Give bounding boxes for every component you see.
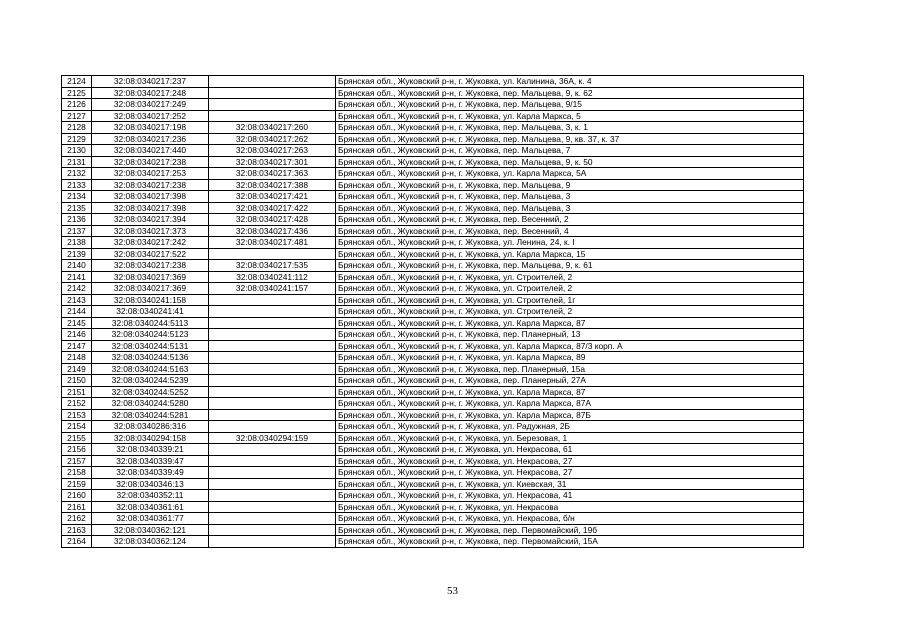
row-number-cell: 2134 bbox=[62, 191, 92, 203]
row-number-cell: 2133 bbox=[62, 179, 92, 191]
row-number-cell: 2144 bbox=[62, 306, 92, 318]
row-number-cell: 2163 bbox=[62, 524, 92, 536]
cadastral-number-cell: 32:08:0340244:5136 bbox=[92, 352, 209, 364]
address-cell: Брянская обл., Жуковский р-н, г. Жуковка, ул. Некрасова, 27 bbox=[336, 455, 804, 467]
related-cadastral-number-cell bbox=[209, 340, 336, 352]
cadastral-number-cell: 32:08:0340217:398 bbox=[92, 202, 209, 214]
address-cell: Брянская обл., Жуковский р-н, г. Жуковка, ул. Ленина, 24, к. I bbox=[336, 237, 804, 249]
row-number-cell: 2140 bbox=[62, 260, 92, 272]
table-row bbox=[62, 191, 804, 203]
cadastral-number-cell: 32:08:0340362:121 bbox=[92, 524, 209, 536]
cadastral-number-cell: 32:08:0340217:252 bbox=[92, 110, 209, 122]
cadastral-number-cell: 32:08:0340217:373 bbox=[92, 225, 209, 237]
row-number-cell: 2160 bbox=[62, 490, 92, 502]
address-cell: Брянская обл., Жуковский р-н, г. Жуковка, пер. Мальцева, 3 bbox=[336, 202, 804, 214]
table-row bbox=[62, 214, 804, 226]
table-row bbox=[62, 536, 804, 548]
table-row bbox=[62, 133, 804, 145]
row-number-cell: 2164 bbox=[62, 536, 92, 548]
address-cell: Брянская обл., Жуковский р-н, г. Жуковка, ул. Карла Маркса, 87А bbox=[336, 398, 804, 410]
address-cell: Брянская обл., Жуковский р-н, г. Жуковка, пер. Мальцева, 7 bbox=[336, 145, 804, 157]
table-row bbox=[62, 467, 804, 479]
related-cadastral-number-cell bbox=[209, 490, 336, 502]
cadastral-number-cell: 32:08:0340339:47 bbox=[92, 455, 209, 467]
cadastral-number-cell: 32:08:0340361:61 bbox=[92, 501, 209, 513]
row-number-cell: 2125 bbox=[62, 87, 92, 99]
address-cell: Брянская обл., Жуковский р-н, г. Жуковка, пер. Мальцева, 9, к. 50 bbox=[336, 156, 804, 168]
related-cadastral-number-cell bbox=[209, 409, 336, 421]
cadastral-number-cell: 32:08:0340217:249 bbox=[92, 99, 209, 111]
related-cadastral-number-cell bbox=[209, 352, 336, 364]
related-cadastral-number-cell: 32:08:0340217:535 bbox=[209, 260, 336, 272]
address-cell: Брянская обл., Жуковский р-н, г. Жуковка, ул. Березовая, 1 bbox=[336, 432, 804, 444]
table-row bbox=[62, 225, 804, 237]
related-cadastral-number-cell bbox=[209, 363, 336, 375]
address-cell: Брянская обл., Жуковский р-н, г. Жуковка, пер. Весенний, 4 bbox=[336, 225, 804, 237]
address-cell: Брянская обл., Жуковский р-н, г. Жуковка, пер. Мальцева, 3, к. 1 bbox=[336, 122, 804, 134]
cadastral-number-cell: 32:08:0340217:253 bbox=[92, 168, 209, 180]
related-cadastral-number-cell bbox=[209, 524, 336, 536]
cadastral-number-cell: 32:08:0340217:398 bbox=[92, 191, 209, 203]
row-number-cell: 2136 bbox=[62, 214, 92, 226]
address-cell: Брянская обл., Жуковский р-н, г. Жуковка, пер. Первомайский, 19б bbox=[336, 524, 804, 536]
table-row bbox=[62, 352, 804, 364]
cadastral-number-cell: 32:08:0340217:369 bbox=[92, 271, 209, 283]
cadastral-number-cell: 32:08:0340339:21 bbox=[92, 444, 209, 456]
related-cadastral-number-cell: 32:08:0340217:262 bbox=[209, 133, 336, 145]
row-number-cell: 2135 bbox=[62, 202, 92, 214]
table-row bbox=[62, 524, 804, 536]
row-number-cell: 2147 bbox=[62, 340, 92, 352]
address-cell: Брянская обл., Жуковский р-н, г. Жуковка, ул. Некрасова, 41 bbox=[336, 490, 804, 502]
table-row bbox=[62, 329, 804, 341]
table-row bbox=[62, 398, 804, 410]
table-row bbox=[62, 76, 804, 88]
related-cadastral-number-cell bbox=[209, 421, 336, 433]
cadastral-number-cell: 32:08:0340244:5252 bbox=[92, 386, 209, 398]
address-cell: Брянская обл., Жуковский р-н, г. Жуковка, ул. Карла Маркса, 15 bbox=[336, 248, 804, 260]
table-row bbox=[62, 306, 804, 318]
related-cadastral-number-cell: 32:08:0340217:421 bbox=[209, 191, 336, 203]
cadastral-number-cell: 32:08:0340217:248 bbox=[92, 87, 209, 99]
cadastral-number-cell: 32:08:0340217:238 bbox=[92, 179, 209, 191]
cadastral-number-cell: 32:08:0340346:13 bbox=[92, 478, 209, 490]
related-cadastral-number-cell bbox=[209, 329, 336, 341]
table-row bbox=[62, 444, 804, 456]
cadastral-number-cell: 32:08:0340217:394 bbox=[92, 214, 209, 226]
related-cadastral-number-cell bbox=[209, 294, 336, 306]
address-cell: Брянская обл., Жуковский р-н, г. Жуковка, ул. Карла Маркса, 87 bbox=[336, 386, 804, 398]
cadastral-number-cell: 32:08:0340352:11 bbox=[92, 490, 209, 502]
address-cell: Брянская обл., Жуковский р-н, г. Жуковка, ул. Карла Маркса, 89 bbox=[336, 352, 804, 364]
related-cadastral-number-cell bbox=[209, 501, 336, 513]
address-cell: Брянская обл., Жуковский р-н, г. Жуковка, ул. Строителей, 2 bbox=[336, 306, 804, 318]
cadastral-number-cell: 32:08:0340244:5113 bbox=[92, 317, 209, 329]
table-row bbox=[62, 513, 804, 525]
row-number-cell: 2148 bbox=[62, 352, 92, 364]
address-cell: Брянская обл., Жуковский р-н, г. Жуковка, ул. Некрасова, 61 bbox=[336, 444, 804, 456]
related-cadastral-number-cell bbox=[209, 87, 336, 99]
address-cell: Брянская обл., Жуковский р-н, г. Жуковка, ул. Некрасова, б/н bbox=[336, 513, 804, 525]
related-cadastral-number-cell bbox=[209, 398, 336, 410]
table-row bbox=[62, 490, 804, 502]
row-number-cell: 2159 bbox=[62, 478, 92, 490]
row-number-cell: 2158 bbox=[62, 467, 92, 479]
address-cell: Брянская обл., Жуковский р-н, г. Жуковка, ул. Радужная, 2Б bbox=[336, 421, 804, 433]
related-cadastral-number-cell: 32:08:0340217:436 bbox=[209, 225, 336, 237]
row-number-cell: 2128 bbox=[62, 122, 92, 134]
table-row bbox=[62, 501, 804, 513]
row-number-cell: 2155 bbox=[62, 432, 92, 444]
cadastral-number-cell: 32:08:0340244:5239 bbox=[92, 375, 209, 387]
table-row bbox=[62, 110, 804, 122]
table-row bbox=[62, 87, 804, 99]
table-row bbox=[62, 248, 804, 260]
row-number-cell: 2130 bbox=[62, 145, 92, 157]
cadastral-number-cell: 32:08:0340217:522 bbox=[92, 248, 209, 260]
row-number-cell: 2131 bbox=[62, 156, 92, 168]
row-number-cell: 2156 bbox=[62, 444, 92, 456]
cadastral-number-cell: 32:08:0340217:238 bbox=[92, 260, 209, 272]
row-number-cell: 2152 bbox=[62, 398, 92, 410]
related-cadastral-number-cell: 32:08:0340217:363 bbox=[209, 168, 336, 180]
cadastral-number-cell: 32:08:0340217:198 bbox=[92, 122, 209, 134]
registry-table bbox=[61, 75, 804, 548]
address-cell: Брянская обл., Жуковский р-н, г. Жуковка, пер. Весенний, 2 bbox=[336, 214, 804, 226]
row-number-cell: 2153 bbox=[62, 409, 92, 421]
page-number: 53 bbox=[447, 585, 458, 597]
address-cell: Брянская обл., Жуковский р-н, г. Жуковка, пер. Мальцева, 9/15 bbox=[336, 99, 804, 111]
cadastral-number-cell: 32:08:0340217:440 bbox=[92, 145, 209, 157]
related-cadastral-number-cell bbox=[209, 478, 336, 490]
row-number-cell: 2126 bbox=[62, 99, 92, 111]
address-cell: Брянская обл., Жуковский р-н, г. Жуковка, ул. Карла Маркса, 5А bbox=[336, 168, 804, 180]
table-row bbox=[62, 260, 804, 272]
related-cadastral-number-cell: 32:08:0340217:260 bbox=[209, 122, 336, 134]
related-cadastral-number-cell: 32:08:0340217:301 bbox=[209, 156, 336, 168]
table-row bbox=[62, 237, 804, 249]
table-row bbox=[62, 478, 804, 490]
table-row bbox=[62, 294, 804, 306]
related-cadastral-number-cell bbox=[209, 455, 336, 467]
table-row bbox=[62, 375, 804, 387]
row-number-cell: 2137 bbox=[62, 225, 92, 237]
cadastral-number-cell: 32:08:0340286:316 bbox=[92, 421, 209, 433]
related-cadastral-number-cell bbox=[209, 444, 336, 456]
address-cell: Брянская обл., Жуковский р-н, г. Жуковка, ул. Строителей, 2 bbox=[336, 271, 804, 283]
table-row bbox=[62, 156, 804, 168]
related-cadastral-number-cell: 32:08:0340241:112 bbox=[209, 271, 336, 283]
related-cadastral-number-cell bbox=[209, 386, 336, 398]
cadastral-number-cell: 32:08:0340217:236 bbox=[92, 133, 209, 145]
row-number-cell: 2149 bbox=[62, 363, 92, 375]
cadastral-number-cell: 32:08:0340294:158 bbox=[92, 432, 209, 444]
row-number-cell: 2157 bbox=[62, 455, 92, 467]
cadastral-number-cell: 32:08:0340241:41 bbox=[92, 306, 209, 318]
cadastral-number-cell: 32:08:0340244:5280 bbox=[92, 398, 209, 410]
table-row bbox=[62, 122, 804, 134]
related-cadastral-number-cell: 32:08:0340217:481 bbox=[209, 237, 336, 249]
table-row bbox=[62, 271, 804, 283]
address-cell: Брянская обл., Жуковский р-н, г. Жуковка, пер. Мальцева, 9 bbox=[336, 179, 804, 191]
row-number-cell: 2143 bbox=[62, 294, 92, 306]
related-cadastral-number-cell bbox=[209, 375, 336, 387]
table-row bbox=[62, 145, 804, 157]
related-cadastral-number-cell bbox=[209, 536, 336, 548]
table-row bbox=[62, 455, 804, 467]
row-number-cell: 2142 bbox=[62, 283, 92, 295]
cadastral-number-cell: 32:08:0340244:5131 bbox=[92, 340, 209, 352]
table-row bbox=[62, 202, 804, 214]
address-cell: Брянская обл., Жуковский р-н, г. Жуковка, ул. Карла Маркса, 87Б bbox=[336, 409, 804, 421]
row-number-cell: 2124 bbox=[62, 76, 92, 88]
cadastral-number-cell: 32:08:0340217:237 bbox=[92, 76, 209, 88]
row-number-cell: 2145 bbox=[62, 317, 92, 329]
address-cell: Брянская обл., Жуковский р-н, г. Жуковка, пер. Первомайский, 15А bbox=[336, 536, 804, 548]
related-cadastral-number-cell bbox=[209, 99, 336, 111]
table-row bbox=[62, 432, 804, 444]
related-cadastral-number-cell bbox=[209, 76, 336, 88]
address-cell: Брянская обл., Жуковский р-н, г. Жуковка, ул. Карла Маркса, 5 bbox=[336, 110, 804, 122]
address-cell: Брянская обл., Жуковский р-н, г. Жуковка, ул. Киевская, 31 bbox=[336, 478, 804, 490]
related-cadastral-number-cell: 32:08:0340217:422 bbox=[209, 202, 336, 214]
address-cell: Брянская обл., Жуковский р-н, г. Жуковка, пер. Планерный, 15а bbox=[336, 363, 804, 375]
related-cadastral-number-cell bbox=[209, 306, 336, 318]
table-row bbox=[62, 363, 804, 375]
row-number-cell: 2138 bbox=[62, 237, 92, 249]
address-cell: Брянская обл., Жуковский р-н, г. Жуковка, ул. Строителей, 1г bbox=[336, 294, 804, 306]
row-number-cell: 2139 bbox=[62, 248, 92, 260]
related-cadastral-number-cell bbox=[209, 317, 336, 329]
address-cell: Брянская обл., Жуковский р-н, г. Жуковка, пер. Планерный, 27А bbox=[336, 375, 804, 387]
row-number-cell: 2151 bbox=[62, 386, 92, 398]
related-cadastral-number-cell bbox=[209, 467, 336, 479]
address-cell: Брянская обл., Жуковский р-н, г. Жуковка, пер. Планерный, 13 bbox=[336, 329, 804, 341]
address-cell: Брянская обл., Жуковский р-н, г. Жуковка, ул. Некрасова bbox=[336, 501, 804, 513]
related-cadastral-number-cell bbox=[209, 248, 336, 260]
related-cadastral-number-cell bbox=[209, 110, 336, 122]
row-number-cell: 2141 bbox=[62, 271, 92, 283]
table-row bbox=[62, 179, 804, 191]
row-number-cell: 2127 bbox=[62, 110, 92, 122]
row-number-cell: 2161 bbox=[62, 501, 92, 513]
table-row bbox=[62, 340, 804, 352]
cadastral-number-cell: 32:08:0340217:242 bbox=[92, 237, 209, 249]
related-cadastral-number-cell bbox=[209, 513, 336, 525]
related-cadastral-number-cell: 32:08:0340241:157 bbox=[209, 283, 336, 295]
address-cell: Брянская обл., Жуковский р-н, г. Жуковка, ул. Карла Маркса, 87 bbox=[336, 317, 804, 329]
address-cell: Брянская обл., Жуковский р-н, г. Жуковка, ул. Калинина, 36А, к. 4 bbox=[336, 76, 804, 88]
table-row bbox=[62, 317, 804, 329]
address-cell: Брянская обл., Жуковский р-н, г. Жуковка, пер. Мальцева, 9, к. 62 bbox=[336, 87, 804, 99]
document-sheet bbox=[61, 75, 803, 548]
table-row bbox=[62, 386, 804, 398]
cadastral-number-cell: 32:08:0340244:5281 bbox=[92, 409, 209, 421]
table-row bbox=[62, 421, 804, 433]
address-cell: Брянская обл., Жуковский р-н, г. Жуковка, ул. Строителей, 2 bbox=[336, 283, 804, 295]
address-cell: Брянская обл., Жуковский р-н, г. Жуковка, ул. Карла Маркса, 87/3 корп. А bbox=[336, 340, 804, 352]
cadastral-number-cell: 32:08:0340241:158 bbox=[92, 294, 209, 306]
row-number-cell: 2150 bbox=[62, 375, 92, 387]
address-cell: Брянская обл., Жуковский р-н, г. Жуковка, ул. Некрасова, 27 bbox=[336, 467, 804, 479]
cadastral-number-cell: 32:08:0340244:5123 bbox=[92, 329, 209, 341]
registry-table-body bbox=[62, 76, 804, 548]
cadastral-number-cell: 32:08:0340217:369 bbox=[92, 283, 209, 295]
related-cadastral-number-cell: 32:08:0340294:159 bbox=[209, 432, 336, 444]
table-row bbox=[62, 409, 804, 421]
related-cadastral-number-cell: 32:08:0340217:388 bbox=[209, 179, 336, 191]
address-cell: Брянская обл., Жуковский р-н, г. Жуковка, пер. Мальцева, 9, кв. 37, к. 37 bbox=[336, 133, 804, 145]
table-row bbox=[62, 168, 804, 180]
row-number-cell: 2146 bbox=[62, 329, 92, 341]
cadastral-number-cell: 32:08:0340361:77 bbox=[92, 513, 209, 525]
address-cell: Брянская обл., Жуковский р-н, г. Жуковка, пер. Мальцева, 9, к. 61 bbox=[336, 260, 804, 272]
cadastral-number-cell: 32:08:0340217:238 bbox=[92, 156, 209, 168]
row-number-cell: 2129 bbox=[62, 133, 92, 145]
related-cadastral-number-cell: 32:08:0340217:263 bbox=[209, 145, 336, 157]
row-number-cell: 2162 bbox=[62, 513, 92, 525]
address-cell: Брянская обл., Жуковский р-н, г. Жуковка, пер. Мальцева, 3 bbox=[336, 191, 804, 203]
row-number-cell: 2154 bbox=[62, 421, 92, 433]
cadastral-number-cell: 32:08:0340339:49 bbox=[92, 467, 209, 479]
table-row bbox=[62, 99, 804, 111]
related-cadastral-number-cell: 32:08:0340217:428 bbox=[209, 214, 336, 226]
cadastral-number-cell: 32:08:0340244:5163 bbox=[92, 363, 209, 375]
row-number-cell: 2132 bbox=[62, 168, 92, 180]
table-row bbox=[62, 283, 804, 295]
cadastral-number-cell: 32:08:0340362:124 bbox=[92, 536, 209, 548]
